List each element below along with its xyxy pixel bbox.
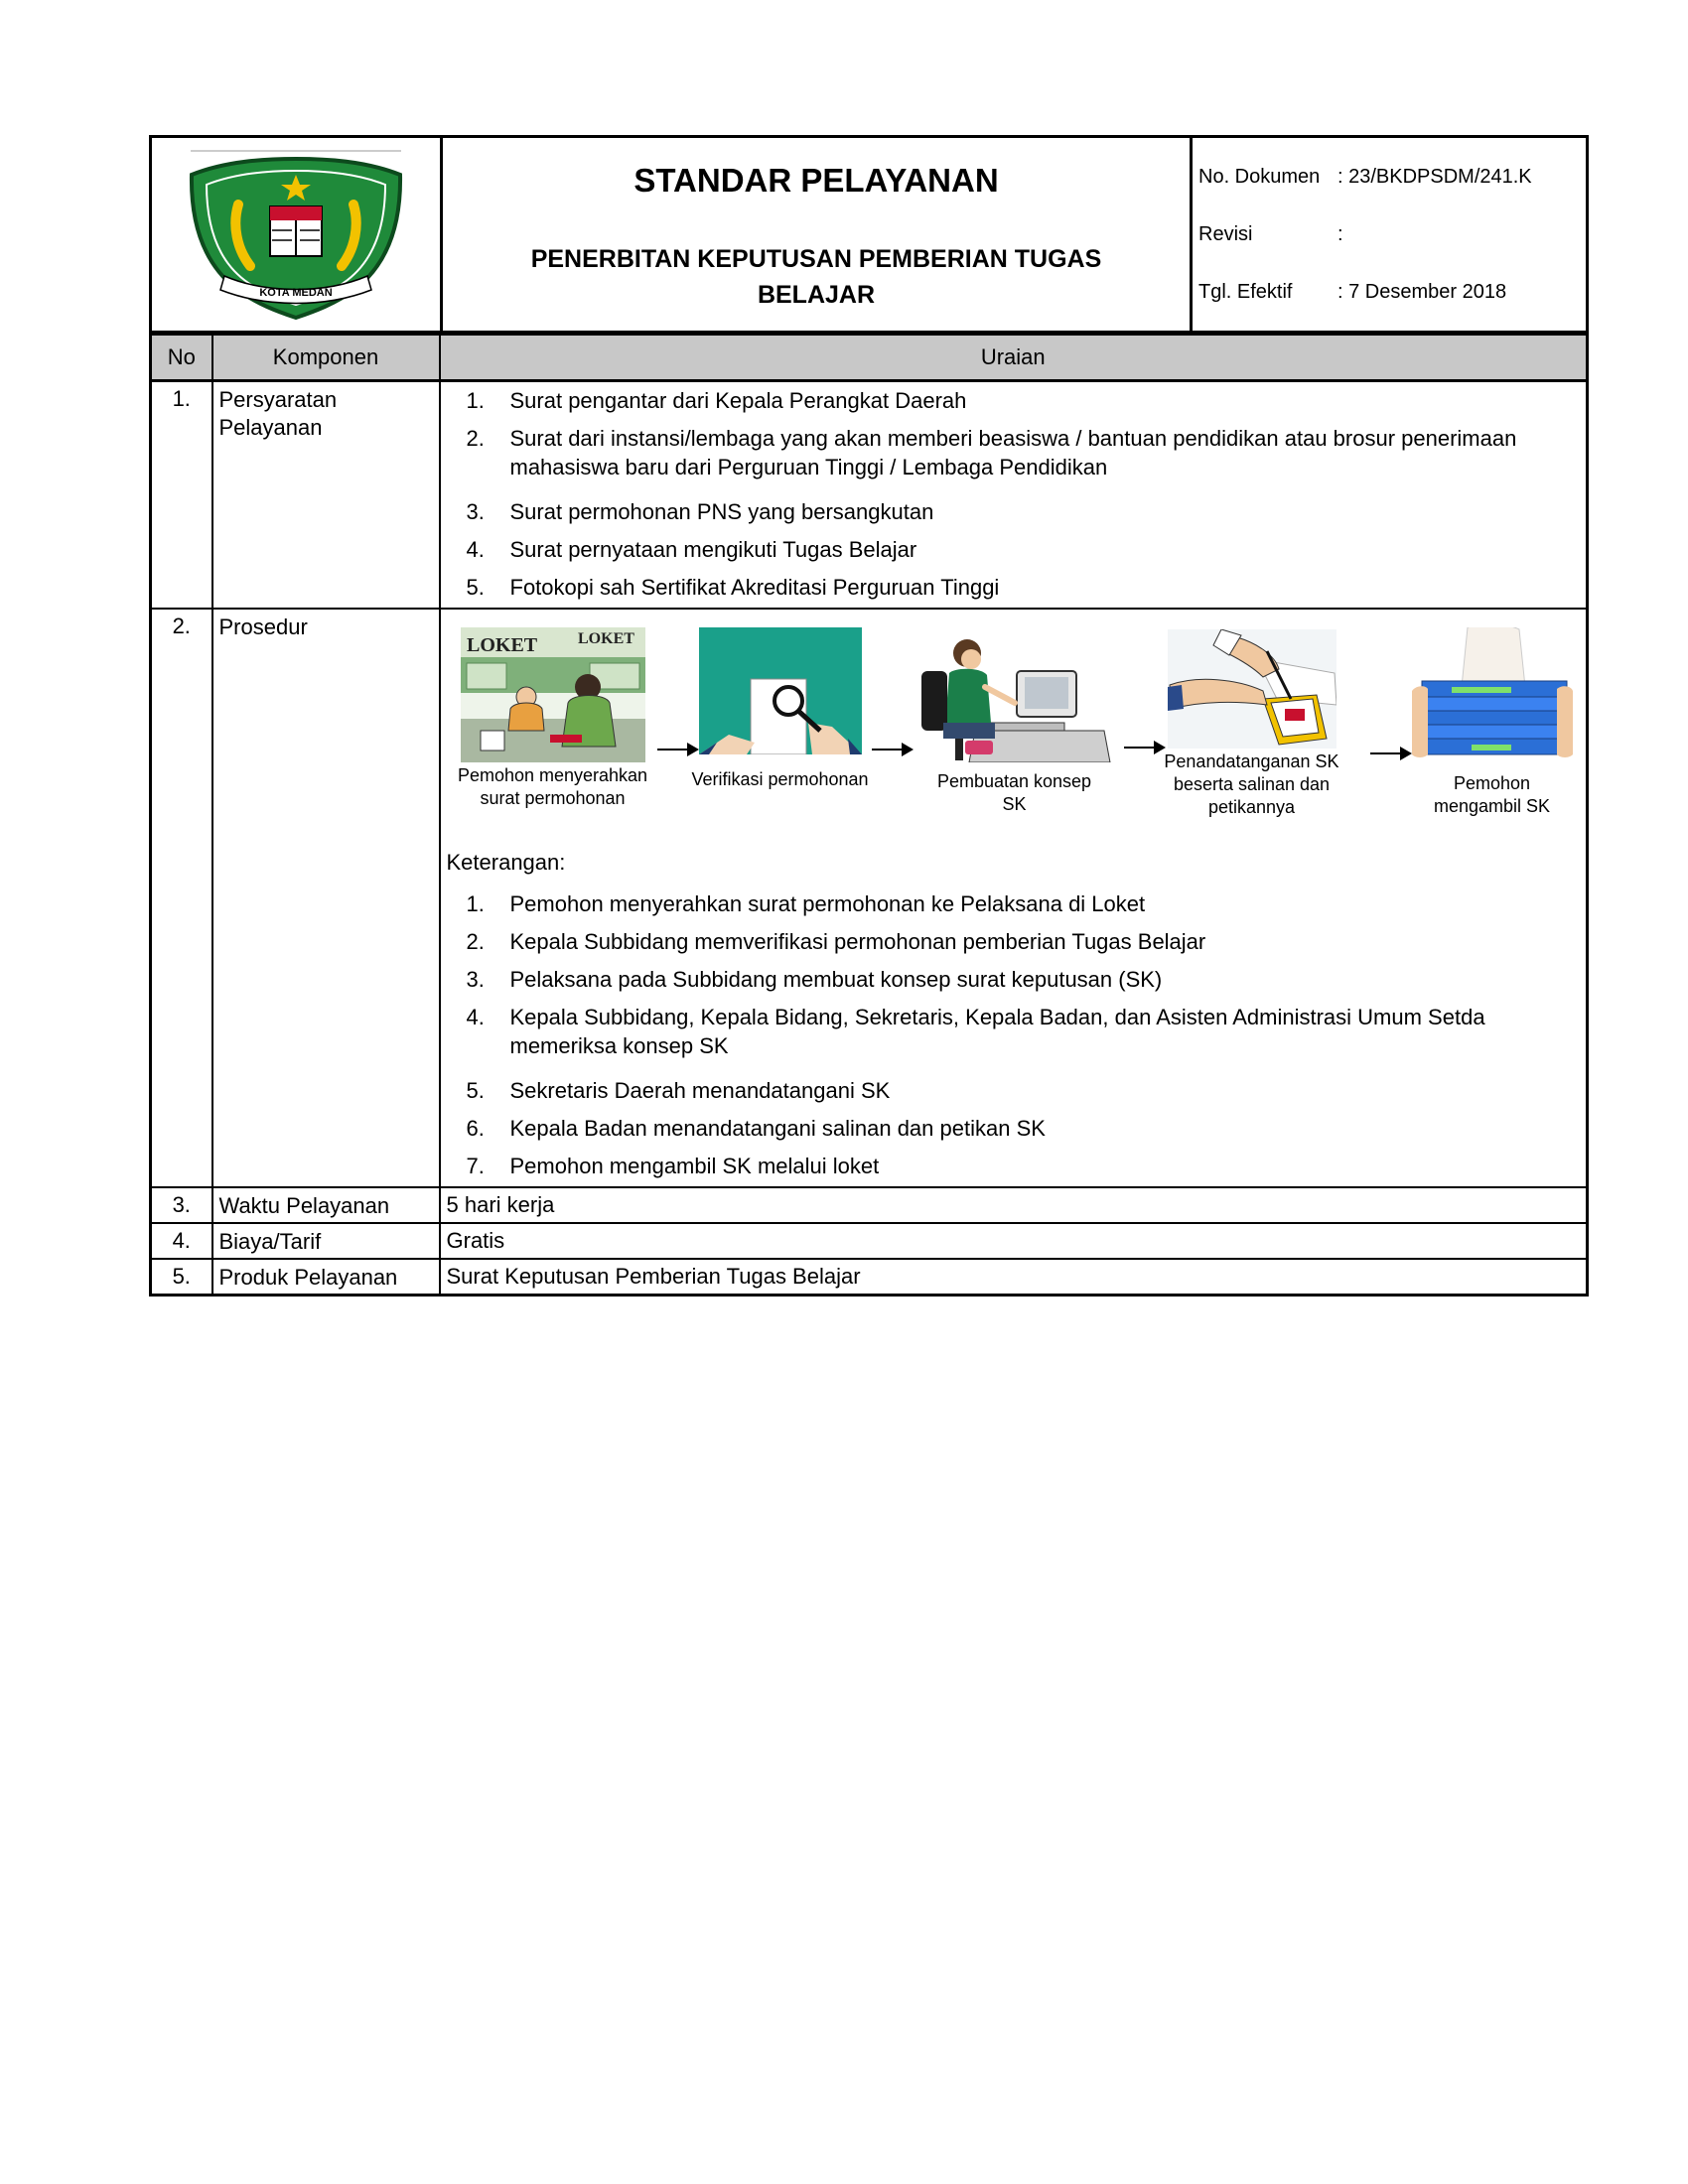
row-component: Produk Pelayanan — [212, 1259, 440, 1296]
magnifier-document-icon — [699, 627, 862, 754]
row-component: Waktu Pelayanan — [212, 1187, 440, 1223]
row-component: Persyaratan Pelayanan — [212, 381, 440, 610]
list-item: 6. Kepala Badan menandatangani salinan dan petikan SK — [466, 1116, 1046, 1141]
list-item: 5. Sekretaris Daerah menandatangani SK — [466, 1078, 891, 1103]
signing-hands-icon — [1168, 629, 1336, 749]
meta-row-nomor — [1198, 166, 1532, 189]
flow-caption: Pemohon mengambil SK — [1433, 773, 1551, 816]
meta-value: : 23/BKDPSDM/241.K — [1337, 166, 1532, 188]
procedure-list — [447, 889, 1581, 1180]
row-description: 5 hari kerja — [440, 1187, 1588, 1223]
list-item: 5. Fotokopi sah Sertifikat Akreditasi Perguruan Tinggi — [466, 575, 1000, 600]
table-row-persyaratan — [151, 381, 1588, 610]
flow-caption: Pemohon menyerahkan surat permohonan — [457, 765, 648, 808]
column-header-uraian: Uraian — [440, 335, 1588, 381]
row-number: 4. — [151, 1223, 212, 1259]
svg-text:LOKET: LOKET — [577, 630, 634, 647]
service-table — [149, 334, 1589, 1297]
row-description: Gratis — [440, 1223, 1588, 1259]
procedure-flow — [447, 614, 1581, 844]
list-item: 4. Surat pernyataan mengikuti Tugas Belajar — [466, 537, 917, 562]
flow-caption: Penandatanganan SK beserta salinan dan petikannya — [1164, 751, 1339, 817]
flow-step-5 — [1412, 627, 1573, 816]
table-row-biaya — [151, 1223, 1588, 1259]
keterangan-label: Keterangan: — [446, 850, 566, 875]
flow-arrow-icon — [1124, 747, 1164, 749]
list-item: 2. Kepala Subbidang memverifikasi permohonan pemberian Tugas Belajar — [466, 929, 1206, 954]
list-item: 3. Pelaksana pada Subbidang membuat konsep surat keputusan (SK) — [466, 967, 1163, 992]
table-row-produk — [151, 1259, 1588, 1296]
table-row-waktu — [151, 1187, 1588, 1223]
flow-arrow-icon — [872, 749, 912, 751]
flow-caption: Verifikasi permohonan — [691, 769, 869, 789]
meta-value: : — [1337, 223, 1343, 245]
document-title: STANDAR PELAYANAN — [633, 162, 999, 199]
service-standard-sheet — [149, 135, 1589, 1297]
loket-counter-icon — [461, 627, 645, 762]
table-header-row — [151, 335, 1588, 381]
logo-cell — [152, 138, 443, 331]
row-component: Prosedur — [212, 609, 440, 1187]
svg-text:KOTA MEDAN: KOTA MEDAN — [259, 287, 333, 299]
meta-label: No. Dokumen — [1198, 166, 1321, 188]
meta-label: Tgl. Efektif — [1198, 281, 1293, 303]
title-cell — [443, 138, 1193, 331]
computer-worker-icon — [915, 627, 1114, 762]
meta-label: Revisi — [1198, 223, 1253, 245]
column-header-no: No — [151, 335, 212, 381]
meta-row-revisi — [1198, 223, 1343, 246]
list-item: 2. Surat dari instansi/lembaga yang akan memberi beasiswa / bantuan pendidikan atau brosur penerimaan mahasiswa baru dari Perguruan Tinggi / Lembaga Pendidikan — [466, 426, 1517, 479]
kota-medan-logo — [177, 145, 415, 324]
row-number: 3. — [151, 1187, 212, 1223]
flow-step-4 — [1164, 629, 1339, 817]
row-component: Biaya/Tarif — [212, 1223, 440, 1259]
list-item: 4. Kepala Subbidang, Kepala Bidang, Sekretaris, Kepala Badan, dan Asisten Administrasi Umum Setda memeriksa konsep SK — [466, 1005, 1485, 1058]
meta-row-tanggal — [1198, 281, 1506, 304]
document-subtitle: PENERBITAN KEPUTUSAN PEMBERIAN TUGAS BELAJAR — [530, 245, 1102, 309]
file-stack-icon — [1412, 627, 1573, 762]
list-item: 1. Surat pengantar dari Kepala Perangkat Daerah — [466, 388, 967, 413]
svg-text:LOKET: LOKET — [466, 634, 537, 656]
table-row-prosedur — [151, 609, 1588, 1187]
flow-step-2 — [691, 627, 869, 789]
document-meta — [1193, 138, 1586, 331]
flow-step-1 — [457, 627, 648, 808]
flow-caption: Pembuatan konsep SK — [936, 771, 1092, 814]
list-item: 1. Pemohon menyerahkan surat permohonan ke Pelaksana di Loket — [466, 891, 1146, 916]
list-item: 7. Pemohon mengambil SK melalui loket — [466, 1154, 880, 1178]
requirements-list — [447, 386, 1581, 602]
row-description — [440, 609, 1588, 1187]
flow-arrow-icon — [657, 749, 697, 751]
row-number: 5. — [151, 1259, 212, 1296]
document-header — [149, 135, 1589, 334]
column-header-komponen: Komponen — [212, 335, 440, 381]
flow-arrow-icon — [1370, 752, 1410, 754]
flow-step-3 — [915, 627, 1114, 814]
row-description: Surat Keputusan Pemberian Tugas Belajar — [440, 1259, 1588, 1296]
row-number: 1. — [151, 381, 212, 610]
list-item: 3. Surat permohonan PNS yang bersangkutan — [466, 499, 934, 524]
row-number: 2. — [151, 609, 212, 1187]
meta-value: : 7 Desember 2018 — [1337, 281, 1507, 303]
row-description — [440, 381, 1588, 610]
